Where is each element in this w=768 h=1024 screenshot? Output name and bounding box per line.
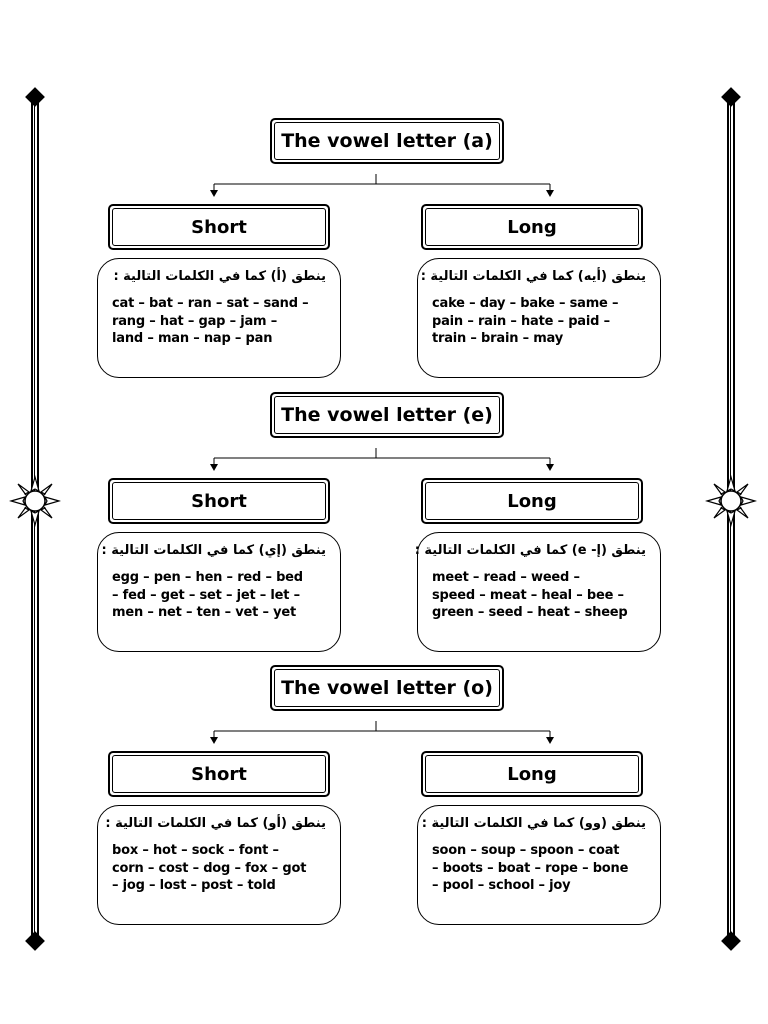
section-vowel-o — [0, 665, 768, 927]
long-heading: Long — [425, 482, 639, 520]
word-list — [432, 295, 646, 348]
diamond-icon — [25, 87, 45, 107]
word-list — [112, 842, 326, 895]
word-line: egg – pen – hen – red – bed — [112, 570, 303, 585]
word-list — [112, 295, 326, 348]
section-title-box — [270, 118, 504, 164]
word-line: cake – day – bake – same – — [432, 296, 619, 311]
long-heading: Long — [425, 755, 639, 793]
short-heading-box — [108, 204, 330, 250]
word-line: – jog – lost – post – told — [112, 878, 276, 893]
pronunciation-rule: ينطق (أو) كما في الكلمات التالية : — [105, 816, 326, 831]
word-line: soon – soup – spoon – coat — [432, 843, 620, 858]
word-line: land – man – nap – pan — [112, 331, 273, 346]
long-words-box — [414, 532, 661, 652]
word-line: green – seed – heat – sheep — [432, 605, 628, 620]
word-line: rang – hat – gap – jam – — [112, 313, 278, 329]
section-vowel-a — [0, 118, 768, 380]
word-line: box – hot – sock – font – — [112, 843, 279, 858]
long-heading-box — [421, 478, 643, 524]
section-title-box — [270, 392, 504, 438]
pronunciation-rule: ينطق (إ- e) كما في الكلمات التالية : — [414, 543, 646, 558]
pronunciation-rule: ينطق (وو) كما في الكلمات التالية : — [421, 816, 646, 831]
short-heading-box — [108, 478, 330, 524]
diamond-icon — [721, 87, 741, 107]
short-words-box — [97, 532, 341, 652]
short-heading-box — [108, 751, 330, 797]
section-title-box — [270, 665, 504, 711]
word-list — [432, 842, 646, 895]
section-vowel-e — [0, 392, 768, 654]
word-line: speed – meat – heal – bee – — [432, 587, 624, 603]
short-heading: Short — [112, 482, 326, 520]
short-heading: Short — [112, 755, 326, 793]
long-words-box — [417, 258, 661, 378]
word-line: – pool – school – joy — [432, 878, 571, 893]
short-words-box — [97, 805, 341, 925]
diamond-icon — [721, 931, 741, 951]
pronunciation-rule: ينطق (إي) كما في الكلمات التالية : — [101, 543, 326, 558]
long-words-box — [417, 805, 661, 925]
long-heading: Long — [425, 208, 639, 246]
short-words-box — [97, 258, 341, 378]
word-line: corn – cost – dog – fox – got — [112, 860, 307, 876]
section-title: The vowel letter (e) — [274, 396, 500, 434]
word-line: pain – rain – hate – paid – — [432, 313, 610, 329]
long-heading-box — [421, 204, 643, 250]
word-line: men – net – ten – vet – yet — [112, 605, 297, 620]
section-title: The vowel letter (a) — [274, 122, 500, 160]
word-line: – boots – boat – rope – bone — [432, 860, 629, 876]
section-title: The vowel letter (o) — [274, 669, 500, 707]
word-line: – fed – get – set – jet – let – — [112, 587, 300, 603]
word-line: train – brain – may — [432, 331, 564, 346]
word-list — [432, 569, 646, 622]
long-heading-box — [421, 751, 643, 797]
word-line: meet – read – weed – — [432, 570, 580, 585]
word-line: cat – bat – ran – sat – sand – — [112, 296, 309, 311]
word-list — [112, 569, 326, 622]
short-heading: Short — [112, 208, 326, 246]
diamond-icon — [25, 931, 45, 951]
pronunciation-rule: ينطق (أيه) كما في الكلمات التالية : — [420, 269, 646, 284]
pronunciation-rule: ينطق (أ) كما في الكلمات التالية : — [113, 269, 326, 284]
